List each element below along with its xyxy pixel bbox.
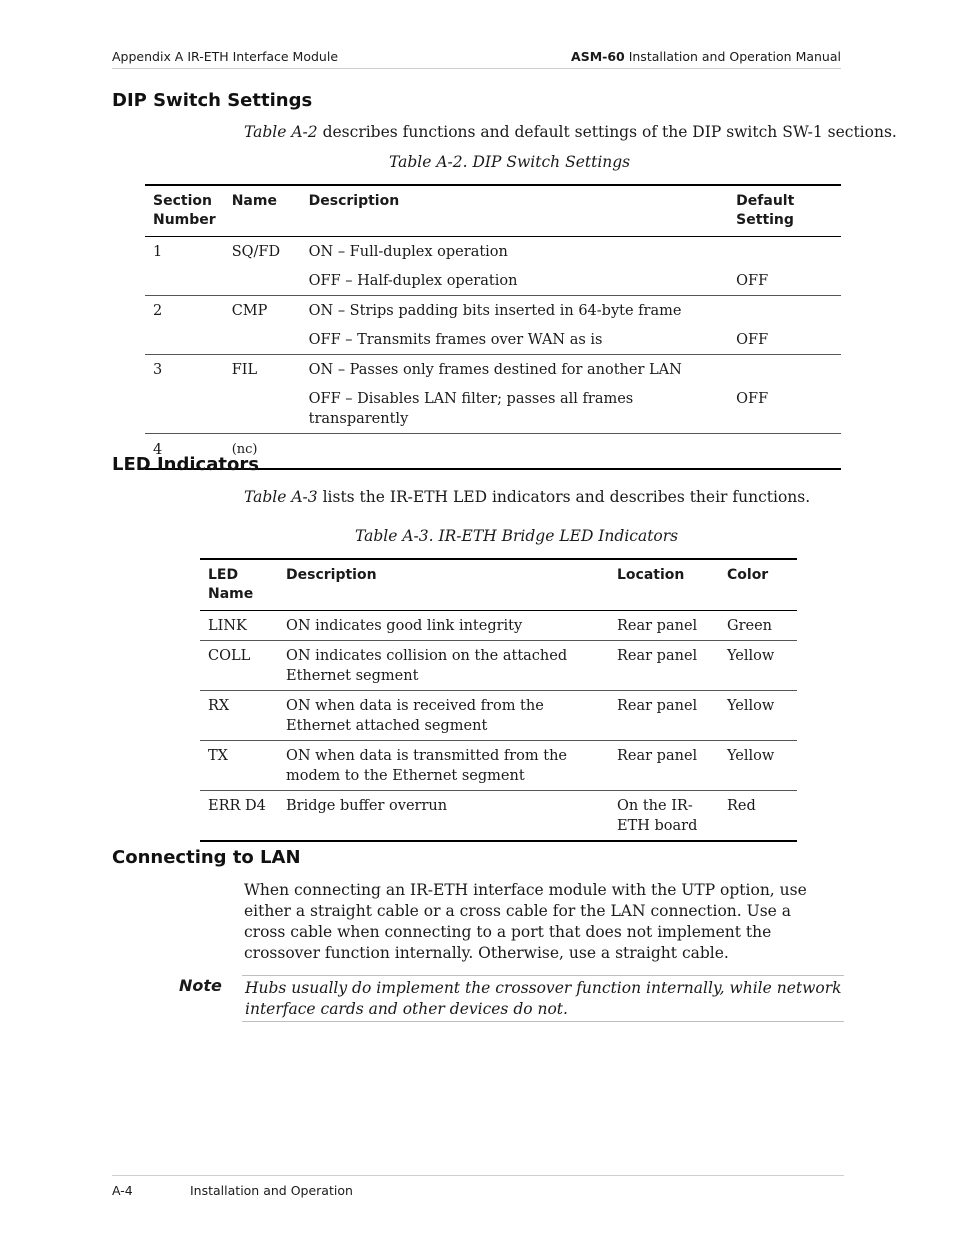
- led-indicator-table: [200, 558, 797, 842]
- page-footer: [112, 1175, 844, 1198]
- page-header: [112, 49, 841, 69]
- led-col-color: Color: [719, 559, 797, 611]
- led-color: Yellow: [719, 641, 797, 691]
- dip-intro: [244, 122, 897, 143]
- table-row: [145, 325, 841, 355]
- dip-name: SQ/FD: [231, 244, 281, 260]
- led-intro-ref[interactable]: Table A-3: [244, 488, 318, 506]
- led-desc: Bridge buffer overrun: [286, 798, 448, 814]
- header-chapter: Appendix A IR-ETH Interface Module: [112, 49, 339, 64]
- dip-name: (nc): [231, 442, 258, 457]
- led-color: Red: [727, 798, 756, 814]
- led-color: Yellow: [719, 741, 797, 791]
- table-row: [145, 296, 841, 326]
- dip-name: FIL: [231, 362, 258, 378]
- dip-desc-on: ON – Full-duplex operation: [308, 244, 508, 260]
- led-location: Rear panel: [609, 741, 719, 791]
- table-row: [200, 691, 797, 741]
- dip-switch-table: [145, 184, 841, 470]
- dip-col-name: Name: [224, 185, 301, 237]
- dip-default: OFF: [728, 325, 841, 355]
- led-desc: ON indicates good link integrity: [278, 611, 609, 641]
- dip-default: OFF: [728, 266, 841, 296]
- led-table-header: [200, 559, 797, 611]
- led-name: RX: [200, 691, 278, 741]
- table-row: [145, 237, 841, 267]
- dip-name: CMP: [231, 303, 268, 319]
- dip-desc-on: ON – Strips padding bits inserted in 64-byte frame: [308, 303, 682, 319]
- led-col-location: Location: [609, 559, 719, 611]
- dip-section: 4: [153, 442, 163, 458]
- dip-desc-off: OFF – Transmits frames over WAN as is: [301, 325, 729, 355]
- led-desc: ON indicates collision on the attached Ethernet segment: [278, 641, 609, 691]
- table-row: [200, 741, 797, 791]
- led-name: TX: [200, 741, 278, 791]
- led-desc: ON when data is received from the Ethernet attached segment: [278, 691, 609, 741]
- dip-caption: Table A-2. DIP Switch Settings: [389, 153, 631, 171]
- dip-col-default: Default Setting: [728, 185, 841, 237]
- led-location: On the IR-ETH board: [617, 798, 698, 834]
- led-caption: Table A-3. IR-ETH Bridge LED Indicators: [355, 527, 679, 545]
- dip-default-empty: [728, 237, 841, 267]
- dip-heading: DIP Switch Settings: [112, 90, 313, 111]
- dip-desc-off: OFF – Half-duplex operation: [301, 266, 729, 296]
- led-name: LINK: [200, 611, 278, 641]
- page-number: A-4: [112, 1183, 133, 1198]
- led-location: Rear panel: [609, 691, 719, 741]
- table-row: [145, 355, 841, 385]
- dip-intro-text: describes functions and default settings of the DIP switch SW-1 sections.: [317, 123, 897, 141]
- table-row: [200, 641, 797, 691]
- led-color: Green: [719, 611, 797, 641]
- header-manual-title: [571, 49, 841, 64]
- led-location: Rear panel: [609, 641, 719, 691]
- led-col-name: LED Name: [200, 559, 278, 611]
- led-desc: ON when data is transmitted from the modem to the Ethernet segment: [278, 741, 609, 791]
- led-heading: LED Indicators: [112, 454, 259, 475]
- lan-heading: Connecting to LAN: [112, 847, 301, 868]
- note-text: Hubs usually do implement the crossover function internally, while network interface cards and other devices do not.: [242, 975, 844, 1022]
- dip-section: 2: [153, 303, 163, 319]
- table-row: [200, 791, 797, 842]
- table-row: [145, 266, 841, 296]
- dip-col-section: Section Number: [145, 185, 224, 237]
- dip-intro-ref[interactable]: Table A-2: [244, 123, 318, 141]
- table-row: [145, 384, 841, 434]
- lan-body: When connecting an IR-ETH interface module with the UTP option, use either a straight cable or a cross cable for the LAN connection. Use a cross cable when connecting to a port that does not implement the crossover function internally. Otherwise, use a straight cable.: [244, 881, 807, 962]
- dip-section: 1: [153, 244, 163, 260]
- table-row: [200, 611, 797, 641]
- led-name: ERR D4: [208, 798, 266, 814]
- dip-desc-on: ON – Passes only frames destined for another LAN: [308, 362, 682, 378]
- led-intro: [244, 487, 810, 508]
- led-intro-text: lists the IR-ETH LED indicators and describes their functions.: [317, 488, 811, 506]
- led-name: COLL: [200, 641, 278, 691]
- dip-table-header: [145, 185, 841, 237]
- dip-col-description: Description: [301, 185, 729, 237]
- header-product: ASM-60: [571, 49, 625, 64]
- led-location: Rear panel: [609, 611, 719, 641]
- note-label: Note: [179, 976, 222, 995]
- led-color: Yellow: [719, 691, 797, 741]
- led-col-description: Description: [278, 559, 609, 611]
- header-manual-rest: Installation and Operation Manual: [624, 49, 841, 64]
- dip-desc-off: OFF – Disables LAN filter; passes all frames transparently: [301, 384, 729, 434]
- dip-default: OFF: [728, 384, 841, 434]
- dip-section: 3: [153, 362, 163, 378]
- footer-title: Installation and Operation: [190, 1183, 353, 1198]
